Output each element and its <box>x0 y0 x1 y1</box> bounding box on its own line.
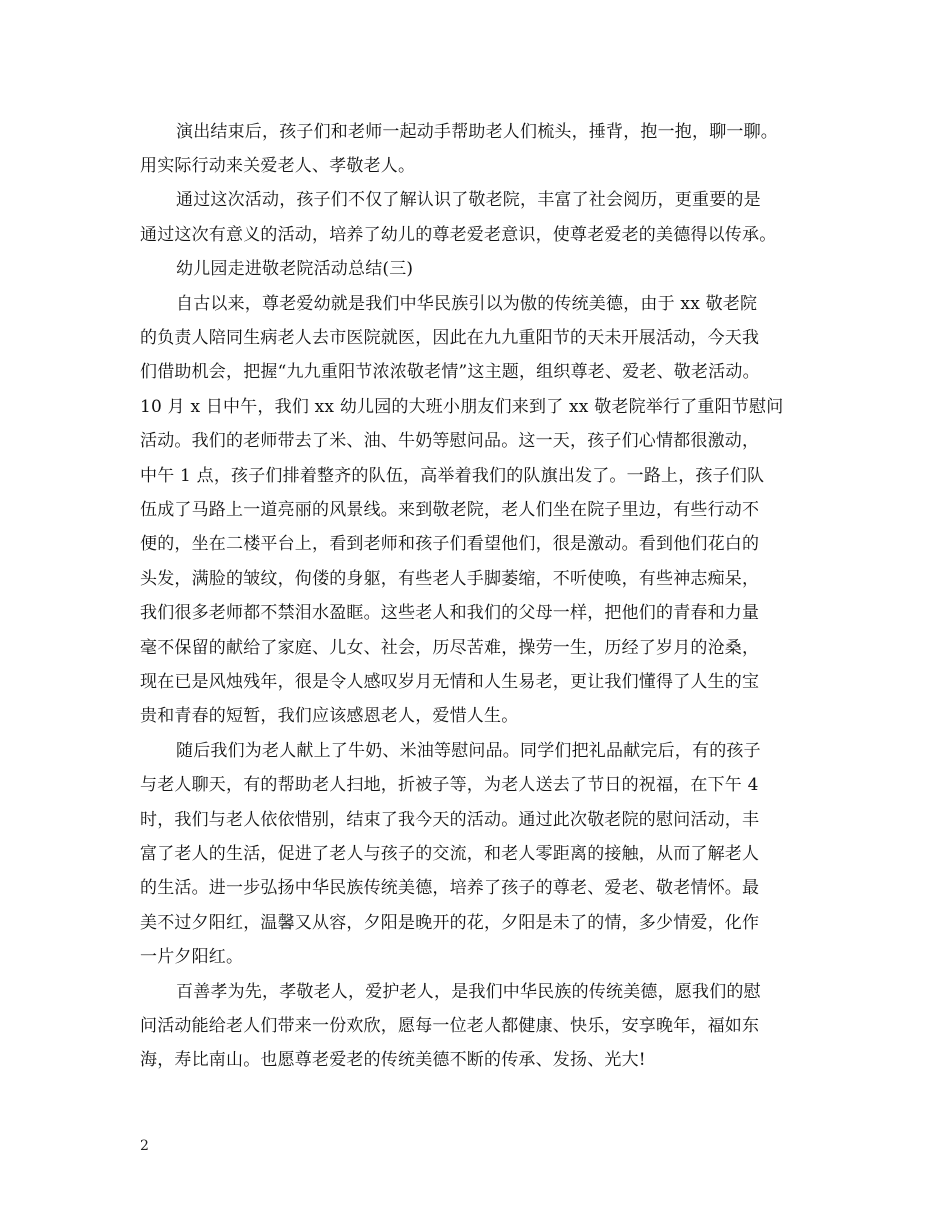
paragraph-line: 便的，坐在二楼平台上，看到老师和孩子们看望他们，很是激动。看到他们花白的 <box>140 534 760 554</box>
paragraph-line: 们借助机会，把握“九九重阳节浓浓敬老情”这主题，组织尊老、爱老、敬老活动。 <box>140 362 760 382</box>
paragraph-line: 与老人聊天，有的帮助老人扫地，折被子等，为老人送去了节日的祝福，在下午 4 <box>140 775 759 795</box>
paragraph-line: 自古以来，尊老爱幼就是我们中华民族引以为傲的传统美德，由于 xx 敬老院 <box>176 294 758 314</box>
paragraph-line: 海，寿比南山。也愿尊老爱老的传统美德不断的传承、发扬、光大! <box>140 1050 646 1070</box>
paragraph-line: 10 月 x 日中午，我们 xx 幼儿园的大班小朋友们来到了 xx 敬老院举行了重阳节慰问 <box>140 397 784 417</box>
paragraph-line: 问活动能给老人们带来一份欢欣，愿每一位老人都健康、快乐，安享晚年，福如东 <box>140 1016 760 1036</box>
paragraph-line: 贵和青春的短暂，我们应该感恩老人，爱惜人生。 <box>140 706 519 726</box>
page-number: 2 <box>140 1138 149 1154</box>
paragraph-line: 通过这次有意义的活动，培养了幼儿的尊老爱老意识，使尊老爱老的美德得以传承。 <box>140 225 777 245</box>
paragraph-line: 毫不保留的献给了家庭、儿女、社会，历尽苦难，操劳一生，历经了岁月的沧桑， <box>140 638 760 658</box>
paragraph-line: 用实际行动来关爱老人、孝敬老人。 <box>140 156 416 176</box>
paragraph-line: 头发，满脸的皱纹，佝偻的身躯，有些老人手脚萎缩，不听使唤，有些神志痴呆， <box>140 569 760 589</box>
paragraph-line: 伍成了马路上一道亮丽的风景线。来到敬老院，老人们坐在院子里边，有些行动不 <box>140 500 760 520</box>
paragraph-line: 中午 1 点，孩子们排着整齐的队伍，高举着我们的队旗出发了。一路上，孩子们队 <box>140 466 765 486</box>
paragraph-line: 美不过夕阳红，温馨又从容，夕阳是晚开的花，夕阳是未了的情，多少情爱，化作 <box>140 913 760 933</box>
paragraph-line: 富了老人的生活，促进了老人与孩子的交流，和老人零距离的接触，从而了解老人 <box>140 844 760 864</box>
paragraph-line: 一片夕阳红。 <box>140 947 244 967</box>
paragraph-line: 随后我们为老人献上了牛奶、米油等慰问品。同学们把礼品献完后，有的孩子 <box>176 741 761 761</box>
paragraph-line: 时，我们与老人依依惜别，结束了我今天的活动。通过此次敬老院的慰问活动，丰 <box>140 810 760 830</box>
paragraph-line: 演出结束后，孩子们和老师一起动手帮助老人们梳头，捶背，抱一抱，聊一聊。 <box>176 122 778 142</box>
section-heading: 幼儿园走进敬老院活动总结(三) <box>176 259 414 279</box>
paragraph-line: 我们很多老师都不禁泪水盈眶。这些老人和我们的父母一样，把他们的青春和力量 <box>140 603 760 623</box>
paragraph-line: 通过这次活动，孩子们不仅了解认识了敬老院，丰富了社会阅历，更重要的是 <box>176 190 761 210</box>
paragraph-line: 的负责人陪同生病老人去市医院就医，因此在九九重阳节的天未开展活动，今天我 <box>140 328 760 348</box>
paragraph-line: 百善孝为先，孝敬老人，爱护老人，是我们中华民族的传统美德，愿我们的慰 <box>176 982 761 1002</box>
paragraph-line: 的生活。进一步弘扬中华民族传统美德，培养了孩子的尊老、爱老、敬老情怀。最 <box>140 878 760 898</box>
paragraph-line: 现在已是风烛残年，很是令人感叹岁月无情和人生易老，更让我们懂得了人生的宝 <box>140 672 760 692</box>
paragraph-line: 活动。我们的老师带去了米、油、牛奶等慰问品。这一天，孩子们心情都很激动， <box>140 431 760 451</box>
